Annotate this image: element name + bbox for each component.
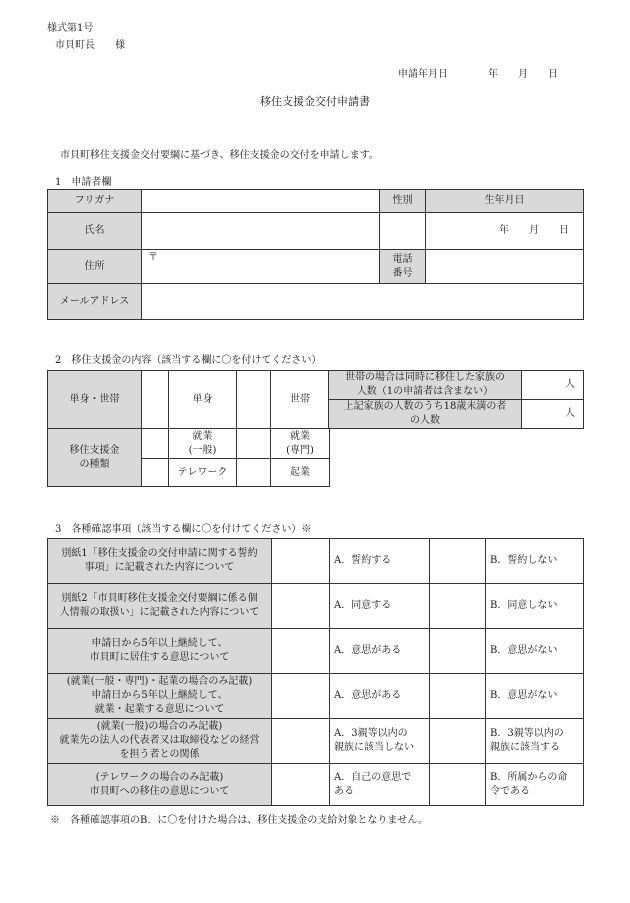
email-label: メールアドレス (48, 284, 142, 320)
confirmation-question: (就業(一般・専門)・起業の場合のみ記載) 申請日から5年以上継続して、 就業・起業する意思について (48, 674, 272, 719)
option-a-check[interactable] (272, 629, 330, 674)
confirmation-row (48, 674, 584, 719)
telework-label: テレワーク (169, 459, 237, 487)
phone-field[interactable] (426, 250, 584, 284)
option-b-label: B．意思がない (486, 629, 584, 674)
subsidy-type-label: 移住支援金 の種類 (48, 429, 142, 487)
option-a-check[interactable] (272, 674, 330, 719)
confirmation-question: 別紙1「移住支援金の交付申請に関する誓約 事項」に記載された内容について (48, 539, 272, 584)
employment-general-label: 就業 (一般) (169, 429, 237, 459)
option-a-check[interactable] (272, 719, 330, 764)
gender-field[interactable] (380, 213, 426, 250)
family-count-field[interactable]: 人 (522, 371, 584, 400)
confirmation-question: 申請日から5年以上継続して、 市貝町に居住する意思について (48, 629, 272, 674)
form-number: 様式第1号 (47, 23, 94, 34)
startup-label: 起業 (271, 459, 330, 487)
name-field[interactable] (142, 213, 380, 250)
intro-text: 市貝町移住支援金交付要綱に基づき、移住支援金の交付を申請します。 (60, 150, 379, 161)
family-count-label: 世帯の場合は同時に移住した家族の 人数（1の申請者は含まない） (329, 371, 522, 400)
confirmation-row (48, 539, 584, 584)
application-date-fields[interactable]: 年 月 日 (488, 69, 558, 80)
form-title: 移住支援金交付申請書 (260, 95, 370, 108)
furigana-field[interactable] (142, 190, 380, 213)
option-a-label: A．意思がある (330, 674, 430, 719)
postal-mark: 〒 (148, 252, 158, 263)
confirmation-question: 別紙2「市貝町移住支援金交付要綱に係る個 人情報の取扱い」に記載された内容について (48, 584, 272, 629)
option-a-check[interactable] (272, 764, 330, 806)
employment-special-label: 就業 (専門) (271, 429, 330, 459)
single-label: 単身 (169, 371, 237, 429)
birthdate-field[interactable]: 年 月 日 (426, 213, 584, 250)
household-check[interactable] (237, 371, 271, 429)
option-a-label: A．誓約する (330, 539, 430, 584)
option-b-label: B．同意しない (486, 584, 584, 629)
option-b-check[interactable] (430, 674, 486, 719)
option-b-check[interactable] (430, 629, 486, 674)
confirmation-table (47, 538, 584, 806)
option-a-label: A．3親等以内の 親族に該当しない (330, 719, 430, 764)
confirmation-question: (就業(一般)の場合のみ記載) 就業先の法人の代表者又は取締役などの経営 を担う者との関係 (48, 719, 272, 764)
option-b-check[interactable] (430, 584, 486, 629)
option-b-check[interactable] (430, 719, 486, 764)
email-field[interactable] (142, 284, 584, 320)
confirmation-question: (テレワークの場合のみ記載) 市貝町への移住の意思について (48, 764, 272, 806)
single-household-label: 単身・世帯 (48, 371, 142, 429)
option-b-label: B．誓約しない (486, 539, 584, 584)
furigana-label: フリガナ (48, 190, 142, 213)
option-b-label: B．意思がない (486, 674, 584, 719)
footnote: ※ 各種確認事項のB．に〇を付けた場合は、移住支援金の支給対象となりません。 (50, 815, 428, 826)
addressee: 市貝町長 様 (55, 40, 125, 51)
option-b-check[interactable] (430, 539, 486, 584)
confirmation-row (48, 719, 584, 764)
startup-check[interactable] (237, 459, 271, 487)
gender-label: 性別 (380, 190, 426, 213)
section2-heading: 2 移住支援金の内容（該当する欄に〇を付けてください） (55, 355, 322, 366)
name-label: 氏名 (48, 213, 142, 250)
family-count-table (328, 370, 584, 429)
employment-special-check[interactable] (237, 429, 271, 459)
applicant-table (47, 189, 584, 320)
option-a-check[interactable] (272, 584, 330, 629)
application-date-label: 申請年月日 (398, 69, 448, 80)
option-a-check[interactable] (272, 539, 330, 584)
telework-check[interactable] (142, 459, 169, 487)
section3-heading: 3 各種確認事項（該当する欄に〇を付けてください）※ (55, 524, 312, 535)
employment-general-check[interactable] (142, 429, 169, 459)
option-b-label: B．3親等以内の 親族に該当する (486, 719, 584, 764)
option-b-label: B．所属からの命 令である (486, 764, 584, 806)
option-b-check[interactable] (430, 764, 486, 806)
option-a-label: A．同意する (330, 584, 430, 629)
single-check[interactable] (142, 371, 169, 429)
address-field[interactable] (142, 250, 380, 284)
confirmation-row (48, 584, 584, 629)
option-a-label: A．意思がある (330, 629, 430, 674)
minor-count-field[interactable]: 人 (522, 400, 584, 429)
phone-label: 電話 番号 (380, 250, 426, 284)
household-label: 世帯 (271, 371, 330, 429)
confirmation-row (48, 764, 584, 806)
minor-count-label: 上記家族の人数のうち18歳未満の者 の人数 (329, 400, 522, 429)
birthdate-label: 生年月日 (426, 190, 584, 213)
address-label: 住所 (48, 250, 142, 284)
section1-heading: 1 申請者欄 (55, 177, 112, 188)
confirmation-row (48, 629, 584, 674)
subsidy-type-table (47, 370, 330, 487)
option-a-label: A．自己の意思で ある (330, 764, 430, 806)
